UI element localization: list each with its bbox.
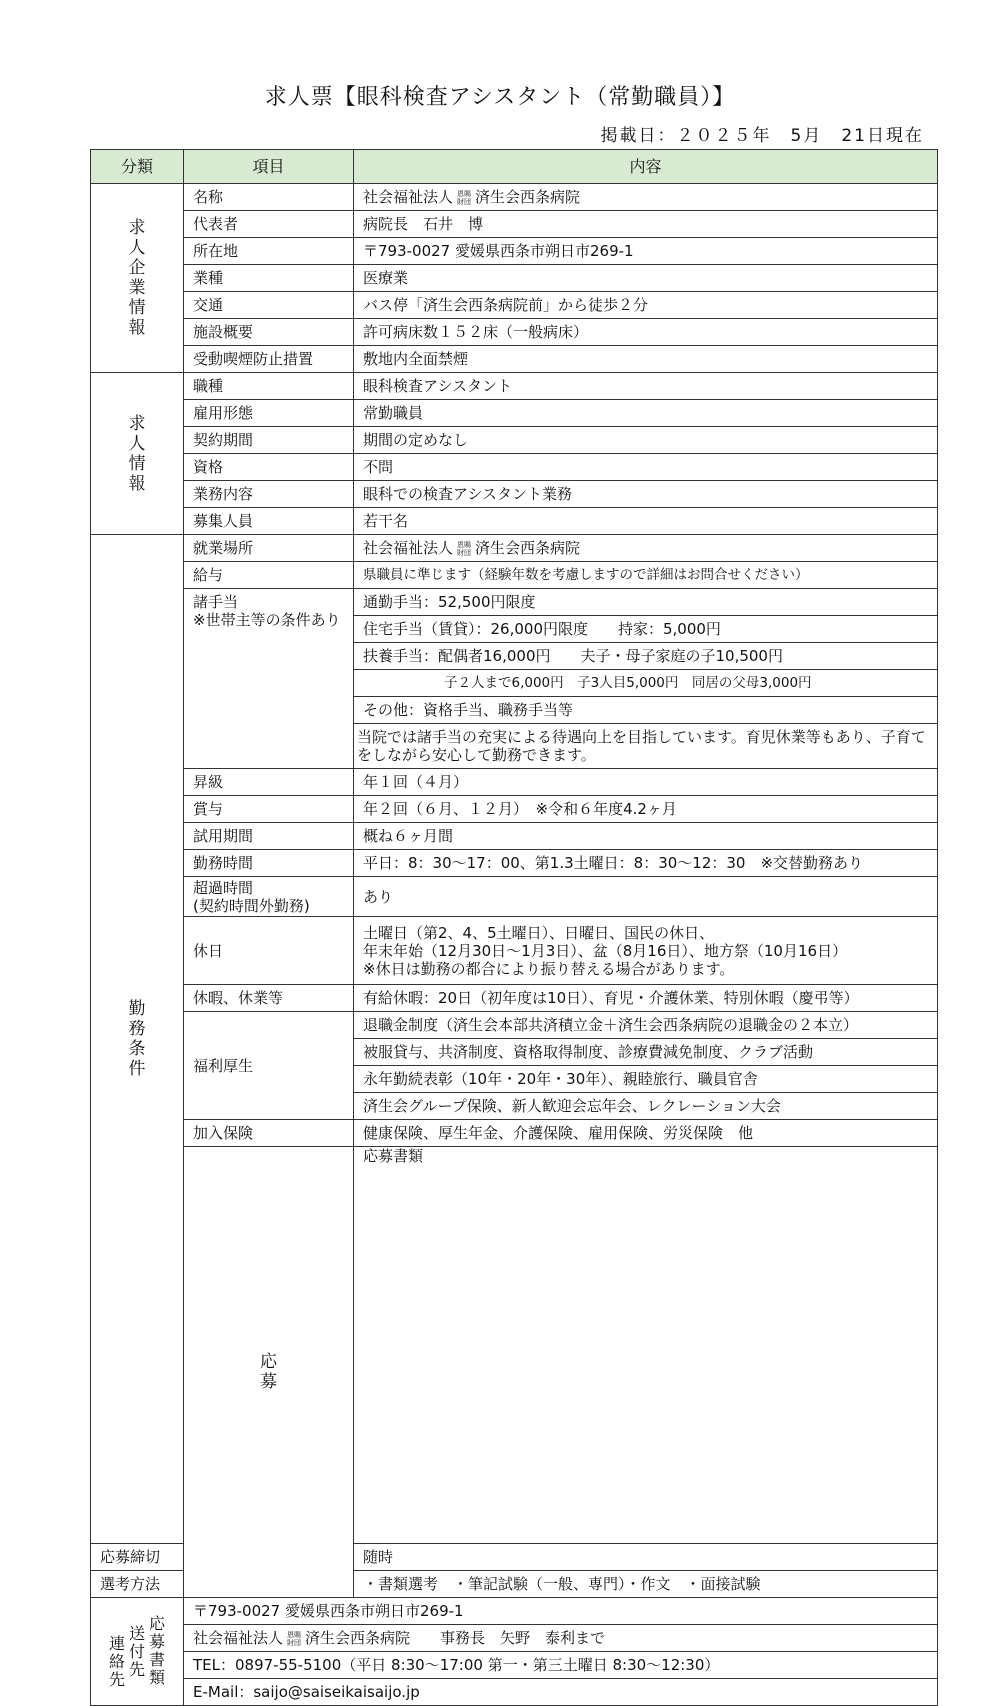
value: 県職員に準じます（経験年数を考慮しますので詳細はお問合せください）	[354, 562, 938, 589]
value: その他：資格手当、職務手当等	[354, 697, 938, 724]
value: 常勤職員	[354, 400, 938, 427]
page-title: 求人票【眼科検査アシスタント（常勤職員）】	[264, 85, 736, 110]
table-row	[91, 508, 938, 535]
value: 済生会グループ保険、新人歓迎会忘年会、レクレーション大会	[354, 1093, 938, 1120]
value: 平日：8：30～17：00、第1.3土曜日：8：30～12：30 ※交替勤務あり	[354, 850, 938, 877]
table-row	[91, 823, 938, 850]
company-name: 社会福祉法人 恩賜 財団 済生会西条病院	[354, 184, 938, 211]
value: バス停「済生会西条病院前」から徒歩２分	[354, 292, 938, 319]
category-company: 求人企業情報	[91, 184, 184, 373]
label: 雇用形態	[184, 400, 354, 427]
table-row	[91, 400, 938, 427]
label: 募集人員	[184, 508, 354, 535]
label: 休暇、休業等	[184, 985, 354, 1012]
table-row	[91, 211, 938, 238]
table-row	[91, 535, 938, 562]
table-row	[91, 1012, 938, 1039]
label: 加入保険	[184, 1120, 354, 1147]
table-row	[91, 796, 938, 823]
value: 扶養手当：配偶者16,000円 夫子・母子家庭の子10,500円	[354, 643, 938, 670]
category-job: 求人情報	[91, 373, 184, 535]
label: 給与	[184, 562, 354, 589]
label: 試用期間	[184, 823, 354, 850]
label: 交通	[184, 292, 354, 319]
value: 眼科検査アシスタント	[354, 373, 938, 400]
label: 就業場所	[184, 535, 354, 562]
label: 契約期間	[184, 427, 354, 454]
value: 年２回（６月、１２月） ※令和６年度4.2ヶ月	[354, 796, 938, 823]
holiday-content: 土曜日（第2、4、5土曜日）、日曜日、国民の休日、 年末年始（12月30日～1月3日）、盆（8月16日）、地方祭（10月16日） ※休日は勤務の都合により振り替える場合があります。	[354, 917, 938, 985]
label: 福利厚生	[184, 1012, 354, 1120]
category-apply: 応募	[184, 1147, 354, 1598]
table-row	[91, 427, 938, 454]
label: 資格	[184, 454, 354, 481]
table-row	[91, 373, 938, 400]
category-work: 勤務条件	[91, 535, 184, 1544]
value: 医療業	[354, 265, 938, 292]
table-row	[91, 1679, 938, 1706]
table-row	[91, 985, 938, 1012]
label: 勤務時間	[184, 850, 354, 877]
table-row	[91, 769, 938, 796]
allowance-label: 諸手当 ※世帯主等の条件あり	[184, 589, 354, 769]
label: 応募締切	[91, 1544, 184, 1571]
seal-icon: 恩賜 財団	[457, 189, 472, 206]
value: 眼科での検査アシスタント業務	[354, 481, 938, 508]
header-content: 内容	[354, 150, 938, 184]
value: あり	[354, 877, 938, 917]
table-row	[91, 1652, 938, 1679]
table-row	[91, 877, 938, 917]
value: 永年勤続表彰（10年・20年・30年）、親睦旅行、職員官舎	[354, 1066, 938, 1093]
value: 子２人まで6,000円 子3人目5,000円 同居の父母3,000円	[354, 670, 938, 697]
label: 業務内容	[184, 481, 354, 508]
table-row	[91, 481, 938, 508]
table-row	[91, 562, 938, 589]
label: 業種	[184, 265, 354, 292]
overtime-label: 超過時間 (契約時間外勤務)	[184, 877, 354, 917]
table-row	[91, 346, 938, 373]
header-item: 項目	[184, 150, 354, 184]
table-row	[91, 589, 938, 616]
label: 所在地	[184, 238, 354, 265]
value: 随時	[354, 1544, 938, 1571]
work-place: 社会福祉法人 恩賜 財団 済生会西条病院	[354, 535, 938, 562]
value: ・書類選考 ・筆記試験（一般、専門）・作文 ・面接試験	[354, 1571, 938, 1598]
seal-icon: 恩賜 財団	[287, 1630, 302, 1647]
label: 応募書類	[354, 1147, 938, 1544]
header-category: 分類	[91, 150, 184, 184]
label: 施設概要	[184, 319, 354, 346]
label: 代表者	[184, 211, 354, 238]
table-row	[91, 292, 938, 319]
table-row	[91, 1598, 938, 1625]
label: 昇級	[184, 769, 354, 796]
table-row	[91, 265, 938, 292]
category-contact: 連絡先 送付先 応募書類	[91, 1598, 184, 1706]
value: 健康保険、厚生年金、介護保険、雇用保険、労災保険 他	[354, 1120, 938, 1147]
table-row	[91, 1625, 938, 1652]
label: 名称	[184, 184, 354, 211]
value: 当院では諸手当の充実による待遇向上を目指しています。育児休業等もあり、子育てをしながら安心して勤務できます。	[354, 724, 938, 769]
contact-tel: TEL：0897-55-5100（平日 8:30～17:00 第一・第三土曜日 8:30～12:30）	[184, 1652, 938, 1679]
seal-icon: 恩賜 財団	[457, 540, 472, 557]
value: 若干名	[354, 508, 938, 535]
value: 敷地内全面禁煙	[354, 346, 938, 373]
label: 職種	[184, 373, 354, 400]
table-row	[91, 319, 938, 346]
header-row	[91, 150, 938, 184]
value: 有給休暇：20日（初年度は10日）、育児・介護休業、特別休暇（慶弔等）	[354, 985, 938, 1012]
value: 通勤手当：52,500円限度	[354, 589, 938, 616]
contact-org: 社会福祉法人 恩賜 財団 済生会西条病院 事務長 矢野 泰利まで	[184, 1625, 938, 1652]
table-row	[91, 454, 938, 481]
job-table	[90, 149, 938, 1706]
value: 年１回（４月）	[354, 769, 938, 796]
value: 被服貸与、共済制度、資格取得制度、診療費減免制度、クラブ活動	[354, 1039, 938, 1066]
table-row	[91, 184, 938, 211]
label: 受動喫煙防止措置	[184, 346, 354, 373]
label: 休日	[184, 917, 354, 985]
table-row	[91, 1147, 938, 1544]
table-row	[91, 917, 938, 985]
table-row	[91, 850, 938, 877]
contact-email[interactable]: E-Mail：saijo@saiseikaisaijo.jp	[184, 1679, 938, 1706]
value: 退職金制度（済生会本部共済積立金＋済生会西条病院の退職金の２本立）	[354, 1012, 938, 1039]
label: 賞与	[184, 796, 354, 823]
value: 病院長 石井 博	[354, 211, 938, 238]
posting-date: 掲載日：２０２５年 5月 21日現在	[600, 126, 924, 146]
label: 選考方法	[91, 1571, 184, 1598]
table-row	[91, 1120, 938, 1147]
contact-address: 〒793-0027 愛媛県西条市朔日市269-1	[184, 1598, 938, 1625]
value: 許可病床数１５２床（一般病床）	[354, 319, 938, 346]
value: 〒793-0027 愛媛県西条市朔日市269-1	[354, 238, 938, 265]
table-row	[91, 238, 938, 265]
value: 不問	[354, 454, 938, 481]
value: 概ね６ヶ月間	[354, 823, 938, 850]
value: 期間の定めなし	[354, 427, 938, 454]
value: 住宅手当（賃貸）：26,000円限度 持家：5,000円	[354, 616, 938, 643]
